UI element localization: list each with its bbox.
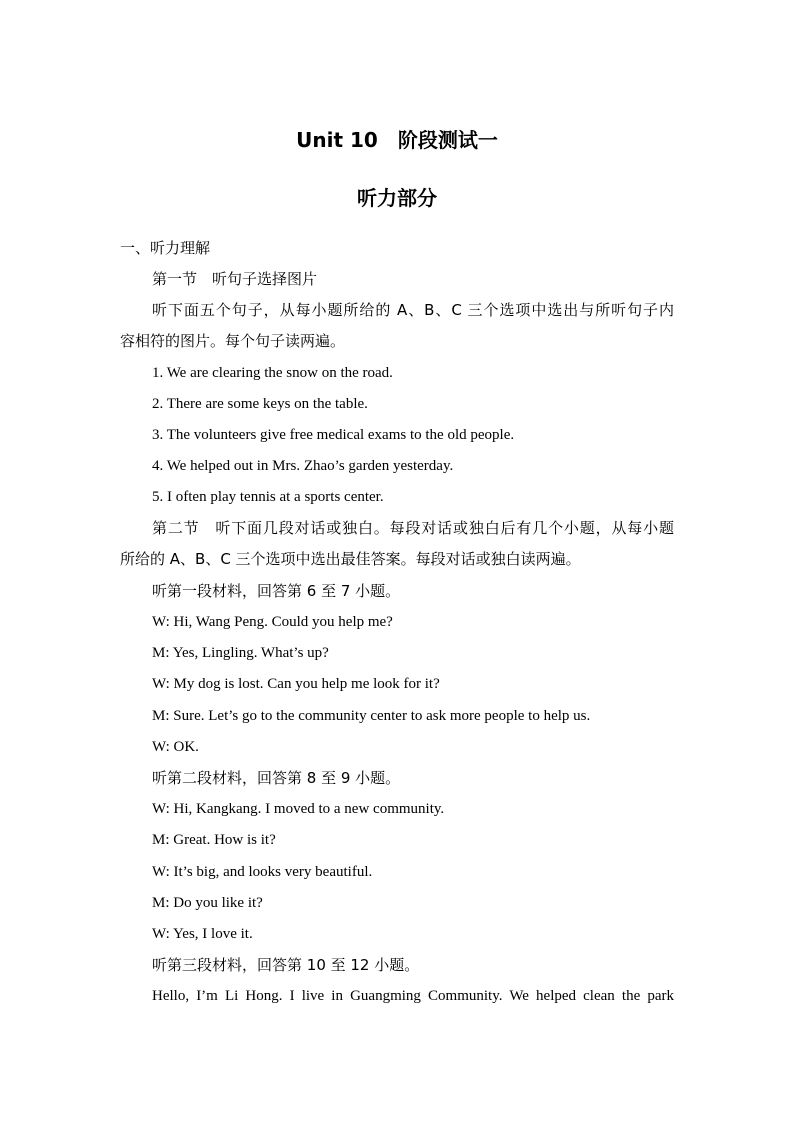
dialogue-line: M: Yes, Lingling. What’s up? xyxy=(152,645,329,661)
dialogue-line: W: Hi, Wang Peng. Could you help me? xyxy=(152,614,393,630)
material-two-heading: 听第二段材料，回答第 8 至 9 小题。 xyxy=(152,769,401,787)
document-title: Unit 10 阶段测试一 xyxy=(296,128,498,152)
dialogue-line: W: Yes, I love it. xyxy=(152,926,253,942)
material-one-heading: 听第一段材料，回答第 6 至 7 小题。 xyxy=(152,582,401,600)
instructions-line-1: 听下面五个句子，从每小题所给的 A、B、C 三个选项中选出与所听句子内 xyxy=(152,301,674,319)
part-two-instructions-line-1: 第二节 听下面几段对话或独白。每段对话或独白后有几个小题，从每小题 xyxy=(152,519,674,537)
section-subtitle: 听力部分 xyxy=(357,186,437,210)
dialogue-line: M: Sure. Let’s go to the community center to ask more people to help us. xyxy=(152,708,591,724)
material-three-heading: 听第三段材料，回答第 10 至 12 小题。 xyxy=(152,956,420,974)
sentence-item: 1. We are clearing the snow on the road. xyxy=(152,365,393,381)
sentence-item: 3. The volunteers give free medical exams to the old people. xyxy=(152,427,515,443)
dialogue-line: W: OK. xyxy=(152,739,199,755)
monologue-line: Hello, I’m Li Hong. I live in Guangming Community. We helped clean the park xyxy=(152,988,674,1004)
dialogue-line: W: It’s big, and looks very beautiful. xyxy=(152,864,373,880)
sentence-item: 5. I often play tennis at a sports center. xyxy=(152,489,384,505)
instructions-line-2: 容相符的图片。每个句子读两遍。 xyxy=(120,332,346,350)
dialogue-line: W: My dog is lost. Can you help me look for it? xyxy=(152,676,440,692)
section-heading: 一、听力理解 xyxy=(120,239,211,257)
sentence-item: 4. We helped out in Mrs. Zhao’s garden yesterday. xyxy=(152,458,454,474)
sentence-item: 2. There are some keys on the table. xyxy=(152,396,368,412)
dialogue-line: M: Do you like it? xyxy=(152,895,263,911)
part-one-title: 第一节 听句子选择图片 xyxy=(152,270,318,288)
dialogue-line: M: Great. How is it? xyxy=(152,832,276,848)
part-two-instructions-line-2: 所给的 A、B、C 三个选项中选出最佳答案。每段对话或独白读两遍。 xyxy=(120,550,581,568)
dialogue-line: W: Hi, Kangkang. I moved to a new community. xyxy=(152,801,445,817)
